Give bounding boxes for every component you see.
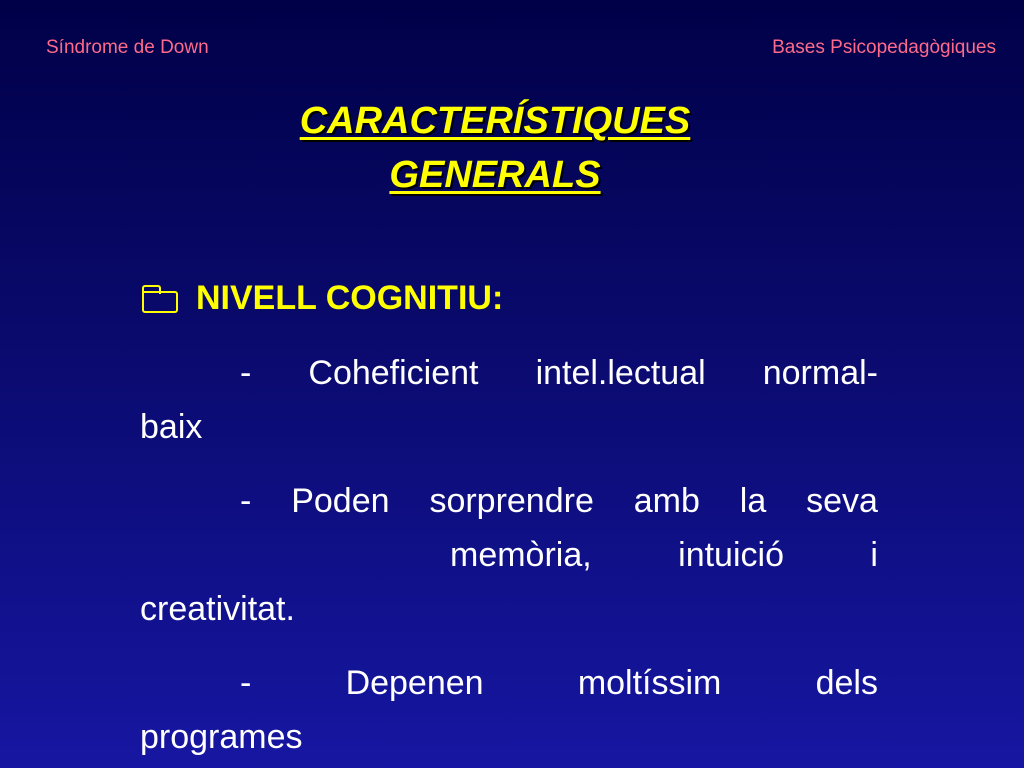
bullet-item-3-line-1 bbox=[140, 656, 878, 710]
folder-icon bbox=[140, 283, 180, 313]
word: - bbox=[240, 482, 252, 520]
word: i bbox=[870, 536, 878, 574]
word: Coheficient bbox=[308, 354, 479, 392]
word: baix bbox=[140, 408, 203, 446]
bullet-item-3-line-2 bbox=[140, 710, 878, 764]
word: Depenen bbox=[345, 664, 484, 702]
bullet-item-3 bbox=[140, 656, 878, 764]
word: - bbox=[240, 354, 252, 392]
header-left-text: Síndrome de Down bbox=[46, 37, 209, 58]
word: seva bbox=[806, 482, 878, 520]
section-heading-text: NIVELL COGNITIU: bbox=[196, 278, 504, 317]
word: normal- bbox=[762, 354, 878, 392]
bullet-item-2-line-1 bbox=[140, 474, 878, 528]
word: intel.lectual bbox=[535, 354, 706, 392]
word: memòria, bbox=[450, 536, 592, 574]
word: dels bbox=[815, 664, 878, 702]
section-heading bbox=[140, 272, 503, 324]
bullet-item-1-line-1 bbox=[140, 346, 878, 400]
word: amb bbox=[633, 482, 700, 520]
word: la bbox=[739, 482, 767, 520]
word: - bbox=[240, 664, 252, 702]
word: intuició bbox=[678, 536, 784, 574]
bullet-item-2-line-2 bbox=[140, 528, 878, 582]
slide-title-line-2: GENERALS bbox=[389, 154, 601, 196]
bullet-item-2-line-3 bbox=[140, 582, 878, 636]
header-right-text: Bases Psicopedagògiques bbox=[772, 37, 996, 58]
word: sorprendre bbox=[429, 482, 594, 520]
word: programes bbox=[140, 718, 303, 756]
word: creativitat. bbox=[140, 590, 295, 628]
word: Poden bbox=[291, 482, 390, 520]
bullet-item-1-line-2 bbox=[140, 400, 878, 454]
bullet-item-1 bbox=[140, 346, 878, 454]
bullet-item-2 bbox=[140, 474, 878, 636]
slide-title-line-1: CARACTERÍSTIQUES bbox=[299, 100, 691, 142]
word: moltíssim bbox=[577, 664, 722, 702]
